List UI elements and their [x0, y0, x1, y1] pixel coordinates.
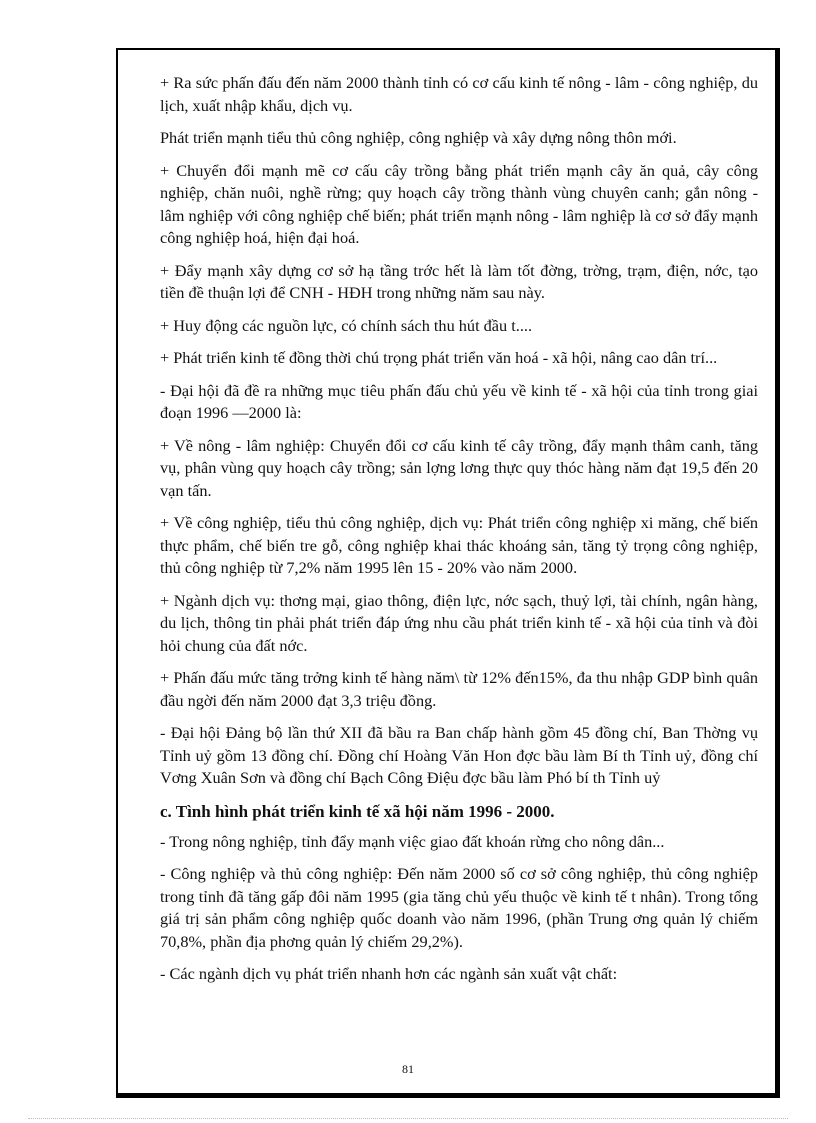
paragraph: + Về công nghiệp, tiểu thủ công nghiệp, dịch vụ: Phát triển công nghiệp xi măng, chế biến thực phẩm, chế biến tre gỗ, công nghiệp khai thác khoáng sản, tăng tỷ trọng công nghiệp, thủ công nghiệp từ 7,2% năm 1995 lên 15 - 20% vào năm 2000. — [160, 513, 758, 577]
paragraph: + Ra sức phấn đấu đến năm 2000 thành tỉnh có cơ cấu kinh tế nông - lâm - công nghiệp, du lịch, xuất nhập khẩu, dịch vụ. — [160, 73, 758, 115]
paragraph: + Phát triển kinh tế đồng thời chú trọng phát triển văn hoá - xã hội, nâng cao dân trí... — [160, 348, 718, 367]
paragraph: + Ngành dịch vụ: thơng mại, giao thông, điện lực, nớc sạch, thuỷ lợi, tài chính, ngân hàng, du lịch, thông tin phải phát triển đáp ứng nhu cầu phát triển kinh tế - xã hội của tỉnh và đòi hỏi chung của đất nớc. — [160, 590, 758, 655]
page-number: 81 — [402, 1062, 414, 1076]
paragraph: + Chuyển đổi mạnh mẽ cơ cấu cây trồng bằng phát triển mạnh cây ăn quả, cây công nghiệp, chăn nuôi, nghề rừng; quy hoạch cây trồng thành vùng chuyên canh; gắn nông - lâm nghiệp với công nghiệp chế biến; phát triển mạnh nông - lâm nghiệp là cơ sở đẩy mạnh công nghiệp hoá, hiện đại hoá. — [160, 160, 758, 247]
paragraph: + Huy động các nguồn lực, có chính sách thu hút đầu t.... — [160, 315, 533, 335]
section-heading: c. Tình hình phát triển kinh tế xã hội năm 1996 - 2000. — [160, 801, 555, 821]
document-body — [160, 72, 758, 996]
paragraph: - Đại hội Đảng bộ lần thứ XII đã bầu ra Ban chấp hành gồm 45 đồng chí, Ban Thờng vụ Tỉnh uỷ gồm 13 đồng chí. Đồng chí Hoàng Văn Hon đợc bầu làm Bí th Tỉnh uỷ, đồng chí Vơng Xuân Sơn và đồng chí Bạch Công Điệu đợc bầu làm Phó bí th Tỉnh uỷ — [160, 723, 758, 787]
footer-divider — [28, 1118, 788, 1119]
paragraph: - Các ngành dịch vụ phát triển nhanh hơn các ngành sản xuất vật chất: — [160, 964, 618, 983]
paragraph: - Trong nông nghiệp, tỉnh đẩy mạnh việc giao đất khoán rừng cho nông dân... — [160, 831, 665, 851]
paragraph: Phát triển mạnh tiểu thủ công nghiệp, công nghiệp và xây dựng nông thôn mới. — [160, 128, 677, 147]
paragraph: + Về nông - lâm nghiệp: Chuyển đổi cơ cấu kinh tế cây trồng, đẩy mạnh thâm canh, tăng vụ, phân vùng quy hoạch cây trồng; sản lợng lơng thực quy thóc hàng năm đạt 19,5 đến 20 vạn tấn. — [160, 435, 758, 500]
paragraph: + Đẩy mạnh xây dựng cơ sở hạ tầng trớc hết là làm tốt đờng, trờng, trạm, điện, nớc, tạo tiền đề thuận lợi để CNH - HĐH trong những năm sau này. — [160, 260, 758, 302]
paragraph: - Đại hội đã đề ra những mục tiêu phấn đấu chủ yếu về kinh tế - xã hội của tỉnh trong giai đoạn 1996 —2000 là: — [160, 380, 758, 422]
paragraph: - Công nghiệp và thủ công nghiệp: Đến năm 2000 số cơ sở công nghiệp, thủ công nghiệp trong tỉnh đã tăng gấp đôi năm 1995 (gia tăng chủ yếu thuộc về kinh tế t nhân). Trong tổng giá trị sản phẩm công nghiệp quốc doanh vào năm 1996, (phần Trung ơng quản lý chiếm 70,8%, phần địa phơng quản lý chiếm 29,2%). — [160, 864, 758, 951]
paragraph: + Phấn đấu mức tăng trởng kinh tế hàng năm\ từ 12% đến15%, đa thu nhập GDP bình quân đầu ngời đến năm 2000 đạt 3,3 triệu đồng. — [160, 668, 758, 710]
